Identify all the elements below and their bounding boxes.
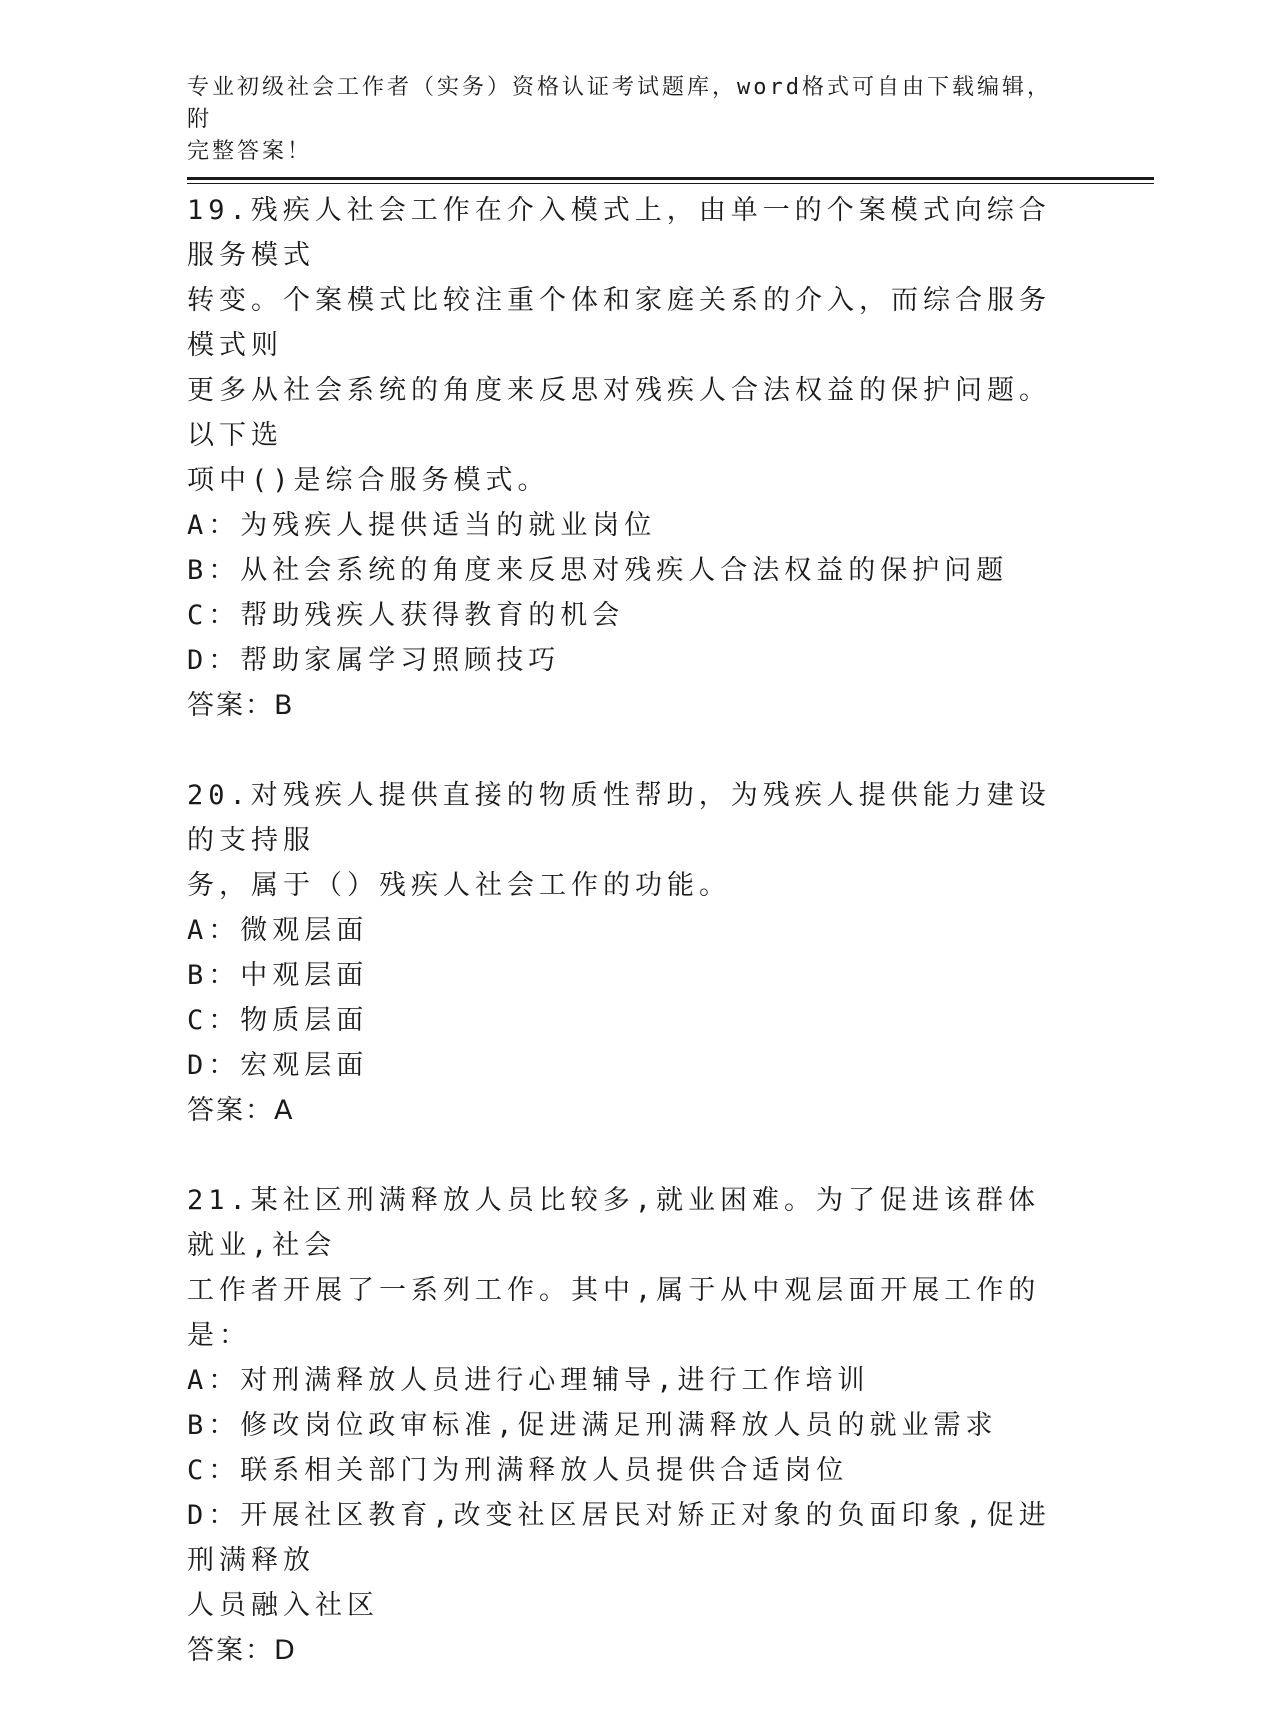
option-c: C：物质层面 bbox=[187, 1005, 369, 1036]
question-stem bbox=[187, 773, 1072, 908]
stem-line: 务，属于（）残疾人社会工作的功能。 bbox=[187, 870, 731, 901]
question-20 bbox=[187, 773, 1072, 1134]
option-d: D：开展社区教育,改变社区居民对矫正对象的负面印象,促进刑满释放 bbox=[187, 1500, 1051, 1576]
option-b: B：中观层面 bbox=[187, 960, 369, 991]
option-b: B：从社会系统的角度来反思对残疾人合法权益的保护问题 bbox=[187, 555, 1009, 586]
option-b: B：修改岗位政审标准,促进满足刑满释放人员的就业需求 bbox=[187, 1410, 998, 1441]
question-list bbox=[187, 188, 1072, 1718]
option-d: D：帮助家属学习照顾技巧 bbox=[187, 645, 561, 676]
stem-line: 更多从社会系统的角度来反思对残疾人合法权益的保护问题。以下选 bbox=[187, 375, 1051, 451]
answer-label: 答案：D bbox=[187, 1635, 297, 1666]
option-a: A：对刑满释放人员进行心理辅导,进行工作培训 bbox=[187, 1365, 870, 1396]
option-a: A：为残疾人提供适当的就业岗位 bbox=[187, 510, 657, 541]
document-header bbox=[187, 72, 1067, 168]
option-a: A：微观层面 bbox=[187, 915, 369, 946]
stem-line: 20.对残疾人提供直接的物质性帮助，为残疾人提供能力建设的支持服 bbox=[187, 780, 1051, 856]
header-line-2: 完整答案！ bbox=[187, 139, 313, 164]
question-19 bbox=[187, 188, 1072, 729]
stem-line: 项中()是综合服务模式。 bbox=[187, 465, 550, 496]
stem-line: 21.某社区刑满释放人员比较多,就业困难。为了促进该群体就业,社会 bbox=[187, 1185, 1041, 1261]
question-21 bbox=[187, 1178, 1072, 1674]
answer-label: 答案：A bbox=[187, 1095, 295, 1126]
stem-line: 转变。个案模式比较注重个体和家庭关系的介入，而综合服务模式则 bbox=[187, 285, 1051, 361]
header-rule-thin bbox=[187, 183, 1154, 184]
question-stem bbox=[187, 188, 1072, 503]
stem-line: 工作者开展了一系列工作。其中,属于从中观层面开展工作的是： bbox=[187, 1275, 1041, 1351]
stem-line: 19.残疾人社会工作在介入模式上，由单一的个案模式向综合服务模式 bbox=[187, 195, 1051, 271]
question-stem bbox=[187, 1178, 1072, 1358]
header-line-1: 专业初级社会工作者（实务）资格认证考试题库，word格式可自由下载编辑，附 bbox=[187, 75, 1052, 132]
option-c: C：联系相关部门为刑满释放人员提供合适岗位 bbox=[187, 1455, 849, 1486]
option-d-continued: 人员融入社区 bbox=[187, 1590, 379, 1621]
option-d: D：宏观层面 bbox=[187, 1050, 369, 1081]
header-rule-thick bbox=[187, 177, 1154, 180]
option-c: C：帮助残疾人获得教育的机会 bbox=[187, 600, 625, 631]
answer-label: 答案：B bbox=[187, 690, 295, 721]
